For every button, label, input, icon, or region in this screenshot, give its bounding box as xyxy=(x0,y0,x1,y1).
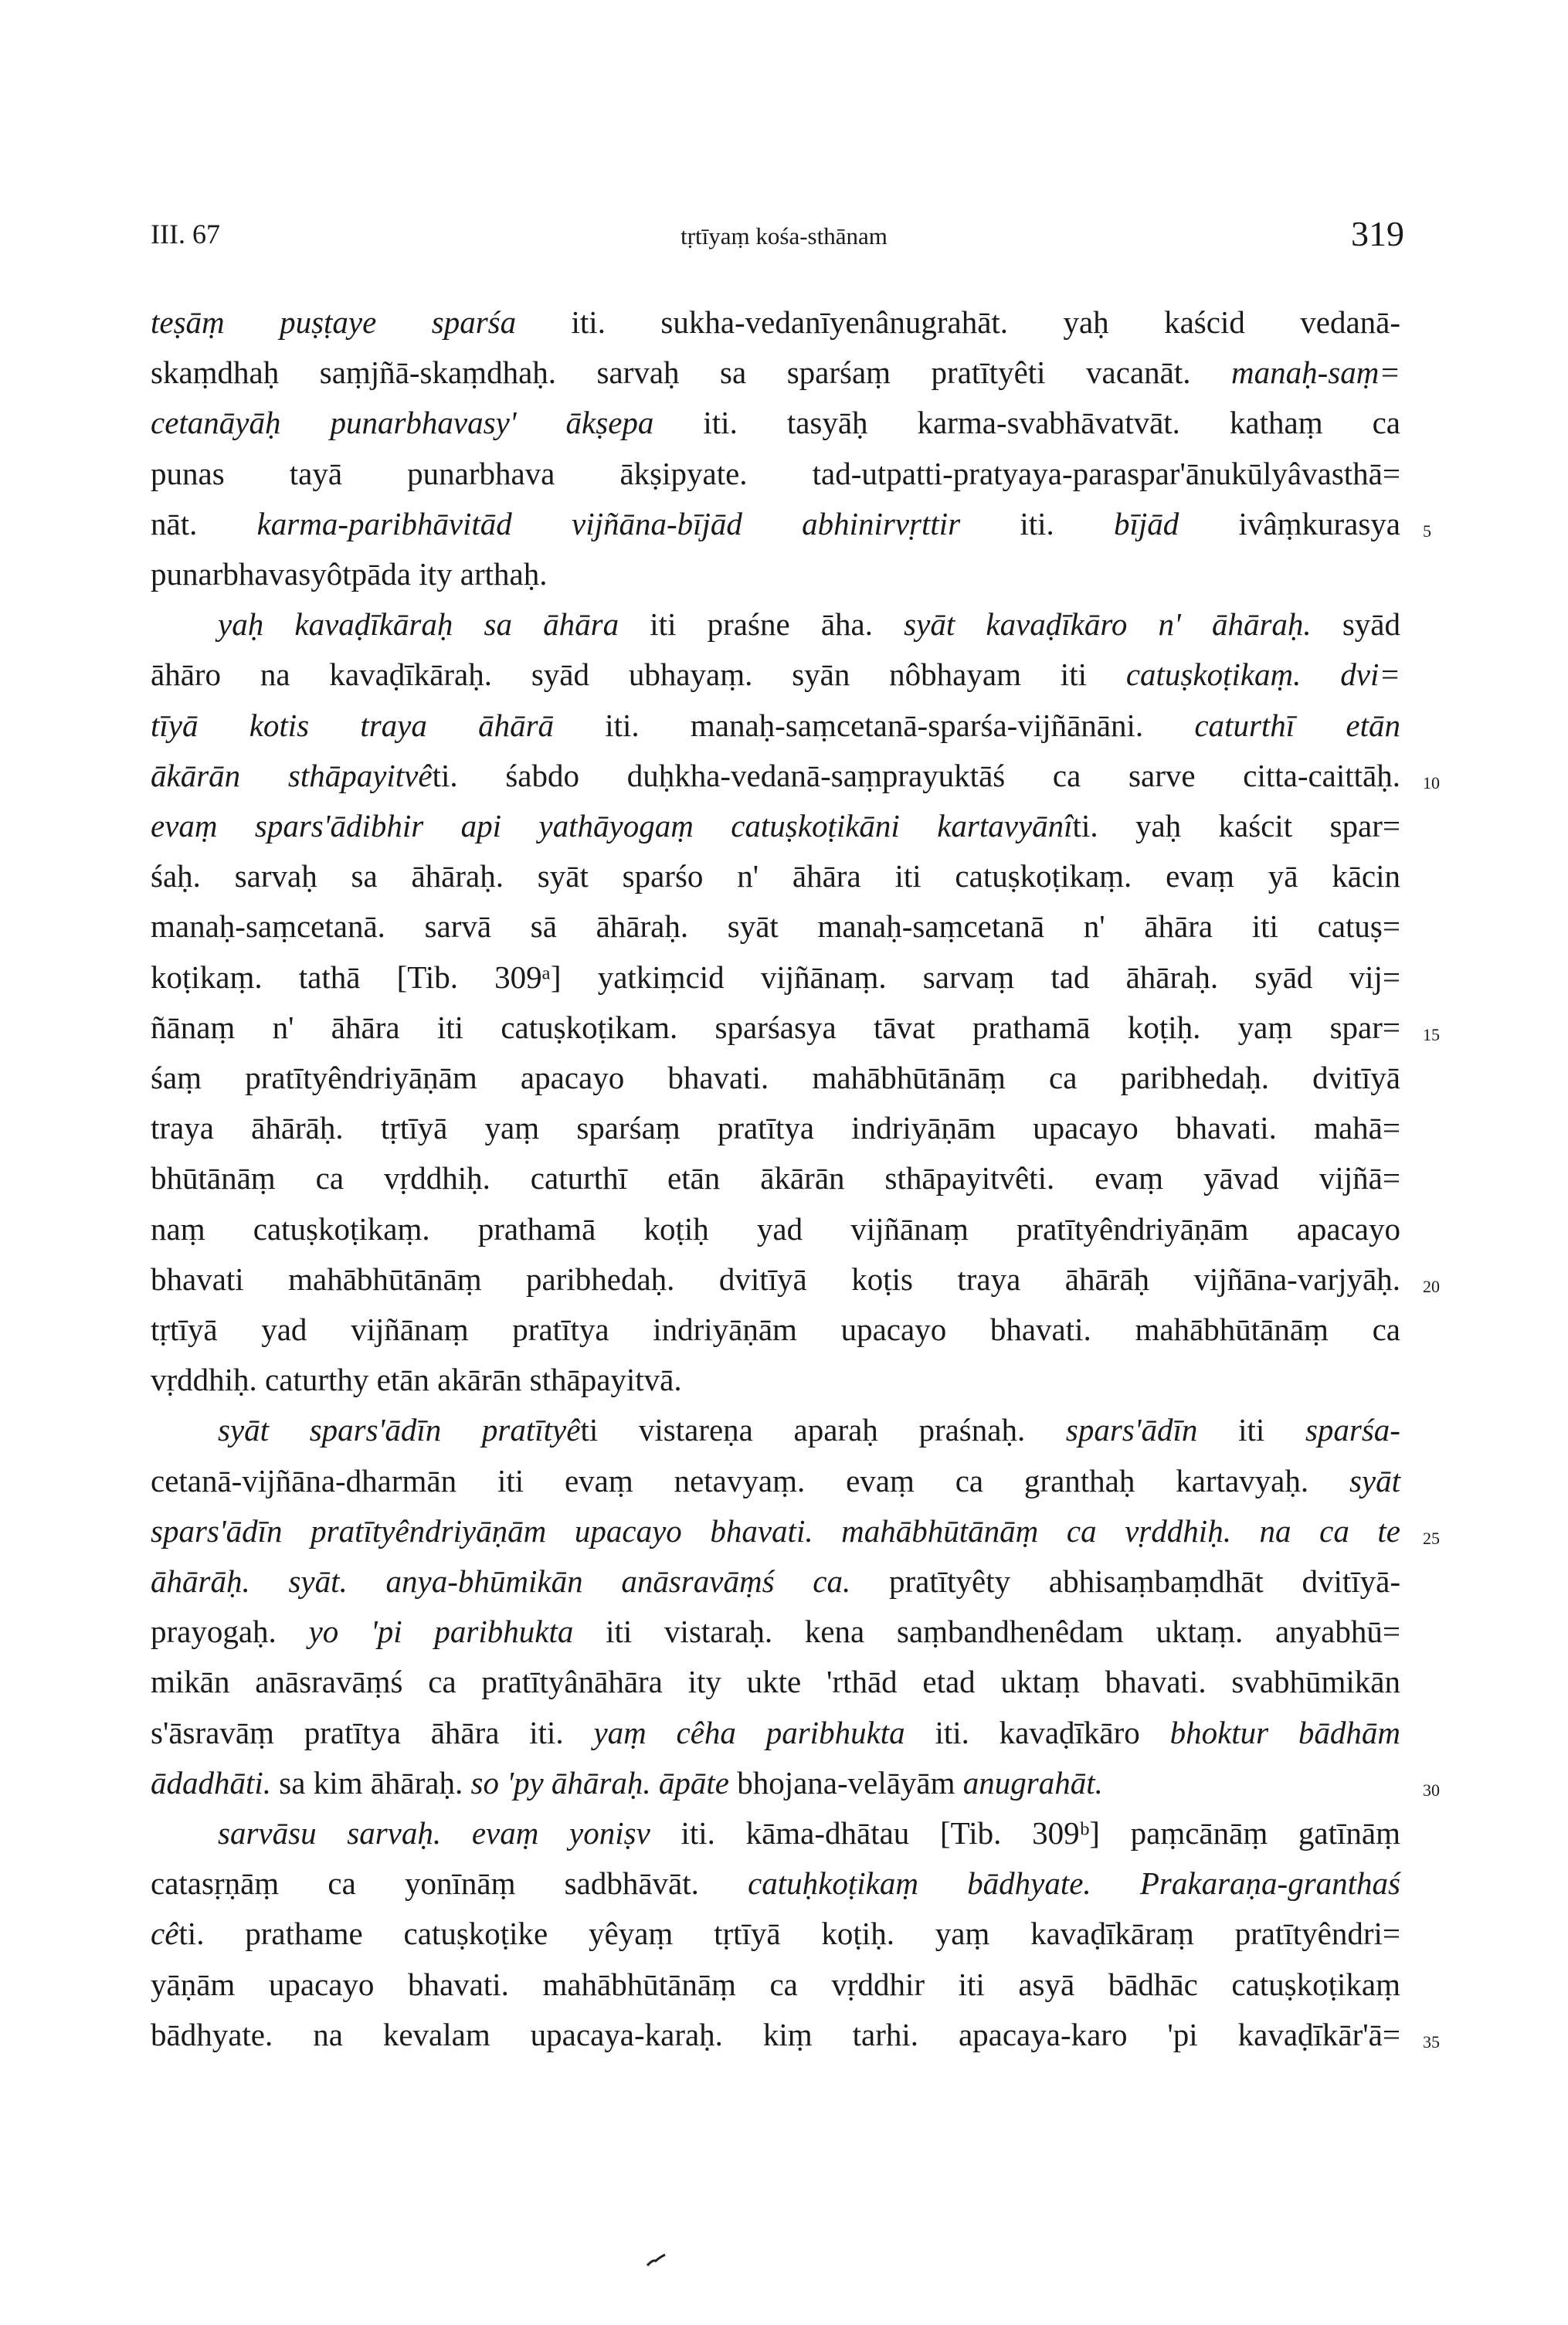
text-line xyxy=(151,454,1400,493)
page-number: 319 xyxy=(1351,214,1404,253)
text-line xyxy=(151,1210,1400,1248)
text-line xyxy=(218,1814,1400,1852)
text-segment: iti xyxy=(1197,1412,1305,1448)
text-segment: ti. śabdo duḥkha-vedanā-saṃprayuktāś ca sarve citta-caittāḥ. xyxy=(432,757,1400,793)
text-segment: cetanā-vijñāna-dharmān iti evaṃ netavyaṃ. evaṃ ca granthaḥ kartavyaḥ. xyxy=(151,1462,1349,1499)
text-line xyxy=(151,1260,1400,1298)
text-segment: ti. prathame catuṣkoṭike yêyaṃ tṛtīyā koṭiḥ. yaṃ kavaḍīkāraṃ pratītyêndri= xyxy=(178,1916,1400,1952)
italic-segment: yaḥ kavaḍīkāraḥ sa āhāra xyxy=(218,606,619,643)
text-segment: nāt. xyxy=(151,505,257,541)
italic-segment: āhārāḥ. syāt. anya-bhūmikān anāsravāṃś ca. xyxy=(151,1563,851,1599)
text-segment: prayogaḥ. xyxy=(151,1614,309,1650)
text-segment: koṭikaṃ. tathā [Tib. 309ᵃ] yatkiṃcid vijñānaṃ. sarvaṃ tad āhāraḥ. syād vij= xyxy=(151,959,1400,995)
text-line xyxy=(151,403,1400,442)
text-line xyxy=(151,1108,1400,1147)
italic-segment: cê xyxy=(151,1916,179,1952)
text-line xyxy=(151,958,1400,996)
line-number: 25 xyxy=(1423,1528,1440,1548)
italic-segment: syāt spars'ādīn pratītyê xyxy=(218,1412,581,1448)
text-segment: iti. sukha-vedanīyenânugrahāt. yaḥ kaścid vedanā- xyxy=(516,304,1400,340)
line-number: 10 xyxy=(1423,772,1440,793)
line-number: 15 xyxy=(1423,1024,1440,1044)
text-segment: pratītyêty abhisaṃbaṃdhāt dvitīyā- xyxy=(850,1563,1401,1599)
text-line xyxy=(151,756,1400,795)
italic-segment: cetanāyāḥ punarbhavasy' ākṣepa xyxy=(151,405,654,441)
text-line xyxy=(151,504,1400,543)
italic-segment: sarvāsu sarvaḥ. evaṃ yoniṣv xyxy=(218,1815,650,1851)
text-segment: ivâṃkurasya xyxy=(1179,505,1401,541)
text-segment: manaḥ-saṃcetanā. sarvā sā āhāraḥ. syāt manaḥ-saṃcetanā n' āhāra iti catuṣ= xyxy=(151,908,1400,945)
line-number: 30 xyxy=(1423,1780,1440,1800)
italic-segment: karma-paribhāvitād vijñāna-bījād abhinirvṛttir xyxy=(256,505,961,541)
italic-segment: catuṣkoṭikaṃ. dvi= xyxy=(1125,657,1401,693)
text-line xyxy=(151,1662,1400,1701)
text-segment: bhojana-velāyām xyxy=(728,1764,963,1801)
text-segment: iti vistaraḥ. kena saṃbandhenêdam uktaṃ. anyabhū= xyxy=(573,1614,1400,1650)
ink-mark-icon xyxy=(645,2252,668,2269)
text-line xyxy=(151,555,1400,593)
text-line xyxy=(151,655,1400,694)
text-segment: syād xyxy=(1311,606,1401,643)
text-segment: bādhyate. na kevalam upacaya-karaḥ. kiṃ tarhi. apacaya-karo 'pi kavaḍīkār'ā= xyxy=(151,2016,1400,2052)
text-line xyxy=(151,1612,1400,1651)
text-line xyxy=(218,1410,1400,1449)
text-line xyxy=(151,1562,1400,1600)
text-segment: skaṃdhaḥ saṃjñā-skaṃdhaḥ. sarvaḥ sa sparśaṃ pratītyêti vacanāt. xyxy=(151,355,1231,391)
italic-segment: spars'ādīn pratītyêndriyāṇām upacayo bhavati. mahābhūtānāṃ ca vṛddhiḥ. na ca te xyxy=(151,1512,1400,1549)
text-line xyxy=(151,1360,1400,1399)
section-reference: III. 67 xyxy=(151,219,220,249)
text-line xyxy=(151,1864,1400,1902)
text-segment: āhāro na kavaḍīkāraḥ. syād ubhayaṃ. syān nôbhayam iti xyxy=(151,657,1126,693)
italic-segment: evaṃ spars'ādibhir api yathāyogaṃ catuṣkoṭikāni kartavyānî xyxy=(151,808,1073,843)
text-segment: naṃ catuṣkoṭikaṃ. prathamā koṭiḥ yad vijñānaṃ pratītyêndriyāṇām apacayo xyxy=(151,1210,1400,1247)
text-segment: ñānaṃ n' āhāra iti catuṣkoṭikam. sparśasya tāvat prathamā koṭiḥ. yaṃ spar= xyxy=(151,1009,1400,1045)
text-line xyxy=(151,1008,1400,1047)
text-segment: śaṃ pratītyêndriyāṇām apacayo bhavati. mahābhūtānāṃ ca paribhedaḥ. dvitīyā xyxy=(151,1060,1400,1095)
text-segment: iti. tasyāḥ karma-svabhāvatvāt. kathaṃ ca xyxy=(653,405,1400,441)
text-line xyxy=(151,1461,1400,1500)
italic-segment: anugrahāt. xyxy=(962,1764,1103,1801)
italic-segment: manaḥ-saṃ= xyxy=(1231,355,1400,391)
text-segment: ti. yaḥ kaścit spar= xyxy=(1072,808,1400,843)
text-segment: iti praśne āha. xyxy=(619,606,904,643)
italic-segment: bījād xyxy=(1114,505,1179,541)
italic-segment: so 'py āhāraḥ. āpāte xyxy=(470,1764,729,1801)
line-number: 20 xyxy=(1423,1276,1440,1296)
text-line xyxy=(151,1310,1400,1349)
text-segment: yāṇām upacayo bhavati. mahābhūtānāṃ ca vṛddhir iti asyā bādhāc catuṣkoṭikaṃ xyxy=(151,1966,1400,2002)
text-line xyxy=(218,605,1400,643)
text-line xyxy=(151,806,1400,845)
text-segment: punas tayā punarbhava ākṣipyate. tad-utpatti-pratyaya-paraspar'ānukūlyâvasthā= xyxy=(151,455,1400,491)
italic-segment: bhoktur bādhām xyxy=(1169,1714,1400,1750)
line-number: 5 xyxy=(1423,521,1431,541)
text-segment: śaḥ. sarvaḥ sa āhāraḥ. syāt sparśo n' āhāra iti catuṣkoṭikaṃ. evaṃ yā kācin xyxy=(151,858,1400,894)
text-line xyxy=(151,1914,1400,1953)
text-segment: bhūtānāṃ ca vṛddhiḥ. caturthī etān ākārān sthāpayitvêti. evaṃ yāvad vijñā= xyxy=(151,1160,1400,1196)
italic-segment: catuḥkoṭikaṃ bādhyate. Prakaraṇa-granthaś xyxy=(748,1865,1400,1902)
italic-segment: teṣāṃ puṣṭaye sparśa xyxy=(151,304,517,340)
text-segment: iti. kavaḍīkāro xyxy=(904,1714,1170,1750)
text-line xyxy=(151,706,1400,745)
italic-segment: ādadhāti. xyxy=(151,1764,272,1801)
text-segment: bhavati mahābhūtānāṃ paribhedaḥ. dvitīyā koṭis traya āhārāḥ vijñāna-varjyāḥ. xyxy=(151,1261,1400,1297)
italic-segment: sparśa- xyxy=(1305,1412,1400,1448)
italic-segment: spars'ādīn xyxy=(1065,1412,1198,1448)
text-segment: tṛtīyā yad vijñānaṃ pratītya indriyāṇām upacayo bhavati. mahābhūtānāṃ ca xyxy=(151,1312,1400,1347)
italic-segment: syāt xyxy=(1349,1462,1400,1499)
text-segment: vṛddhiḥ. caturthy etān akārān sthāpayitvā. xyxy=(151,1362,682,1398)
text-segment: ti vistareṇa aparaḥ praśnaḥ. xyxy=(580,1412,1066,1448)
text-segment: iti. xyxy=(960,505,1115,541)
italic-segment: yaṃ cêha paribhukta xyxy=(593,1714,905,1750)
italic-segment: tīyā kotis traya āhārā xyxy=(151,707,555,743)
text-segment: catasṛṇāṃ ca yonīnāṃ sadbhāvāt. xyxy=(151,1865,748,1902)
text-line xyxy=(151,353,1400,392)
text-segment: punarbhavasyôtpāda ity arthaḥ. xyxy=(151,556,548,592)
italic-segment: ākārān sthāpayitvê xyxy=(151,757,433,793)
line-number: 35 xyxy=(1423,2031,1440,2052)
italic-segment: syāt kavaḍīkāro n' āhāraḥ. xyxy=(904,606,1312,643)
running-title: tṛtīyaṃ kośa-sthānam xyxy=(680,222,888,249)
text-segment: mikān anāsravāṃś ca pratītyânāhāra ity ukte 'rthād etad uktaṃ bhavati. svabhūmikān xyxy=(151,1664,1400,1700)
text-line xyxy=(151,1159,1400,1197)
text-line xyxy=(151,1512,1400,1550)
text-line xyxy=(151,857,1400,895)
italic-segment: caturthī etān xyxy=(1194,707,1400,743)
text-segment: iti. manaḥ-saṃcetanā-sparśa-vijñānāni. xyxy=(554,707,1195,743)
text-line xyxy=(151,303,1400,341)
text-segment: iti. kāma-dhātau [Tib. 309ᵇ] paṃcānāṃ gatīnāṃ xyxy=(650,1815,1400,1851)
text-line xyxy=(151,1713,1400,1752)
text-segment: traya āhārāḥ. tṛtīyā yaṃ sparśaṃ pratītya indriyāṇām upacayo bhavati. mahā= xyxy=(151,1110,1400,1146)
text-line xyxy=(151,1058,1400,1097)
text-line xyxy=(151,2015,1400,2054)
text-segment: sa kim āhāraḥ. xyxy=(271,1764,471,1801)
italic-segment: yo 'pi paribhukta xyxy=(308,1614,574,1650)
text-line xyxy=(151,1763,1400,1802)
text-line xyxy=(151,907,1400,945)
text-line xyxy=(151,1965,1400,2004)
text-segment: s'āsravāṃ pratītya āhāra iti. xyxy=(151,1714,594,1750)
